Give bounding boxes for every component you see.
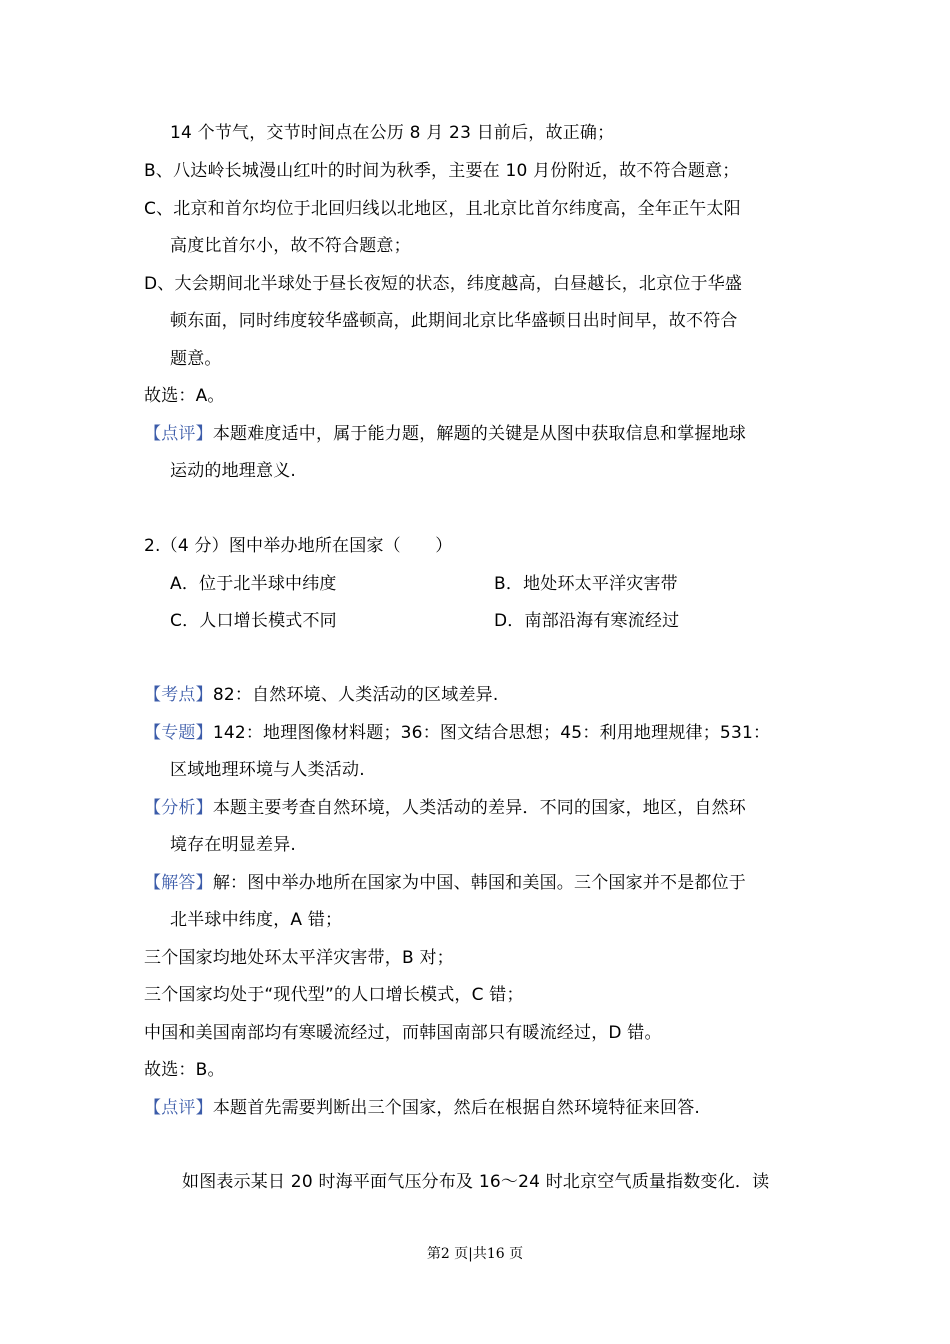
jieda-text: 解：图中举办地所在国家为中国、韩国和美国。三个国家并不是都位于 — [212, 873, 747, 893]
option-a: A．位于北半球中纬度 — [170, 574, 337, 594]
kaodian-text: 82：自然环境、人类活动的区域差异. — [212, 685, 499, 705]
review-text: 本题难度适中，属于能力题，解题的关键是从图中获取信息和掌握地球 — [212, 424, 747, 444]
option-d-explanation-cont: 顿东面，同时纬度较华盛顿高，此期间北京比华盛顿日出时间早，故不符合 — [170, 311, 738, 331]
jieda-line-c: 三个国家均处于“现代型”的人口增长模式，C 错； — [144, 985, 524, 1005]
review-text-cont: 运动的地理意义. — [170, 461, 297, 481]
option-d-explanation: D、大会期间北半球处于昼长夜短的状态，纬度越高，白昼越长，北京位于华盛 — [144, 274, 743, 294]
jieda-line-b: 三个国家均地处环太平洋灾害带，B 对； — [144, 948, 454, 968]
option-d: D．南部沿海有寒流经过 — [494, 611, 680, 631]
review-paragraph — [144, 422, 746, 446]
jieda-tag: 【解答】 — [144, 873, 213, 893]
question-2-stem: 2.（4 分）图中举办地所在国家（ ） — [144, 536, 453, 556]
fenxi-text: 本题主要考查自然环境，人类活动的差异．不同的国家，地区，自然环 — [212, 798, 747, 818]
continuation-line: 14 个节气，交节时间点在公历 8 月 23 日前后，故正确； — [170, 123, 615, 143]
fenxi-tag: 【分析】 — [144, 798, 213, 818]
page-footer: 第2 页|共16 页 — [426, 1246, 524, 1262]
zhuanti-tag: 【专题】 — [144, 723, 213, 743]
option-c-explanation-cont: 高度比首尔小，故不符合题意； — [170, 236, 411, 256]
answer-selection-2: 故选：B。 — [144, 1060, 225, 1080]
review-tag-2: 【点评】 — [144, 1098, 213, 1118]
review-text-2: 本题首先需要判断出三个国家，然后在根据自然环境特征来回答. — [212, 1098, 701, 1118]
jieda-line-d: 中国和美国南部均有寒暖流经过，而韩国南部只有暖流经过，D 错。 — [144, 1023, 662, 1043]
zhuanti-text-cont: 区域地理环境与人类活动. — [170, 760, 365, 780]
kaodian-paragraph — [144, 683, 498, 707]
option-b-explanation: B、八达岭长城漫山红叶的时间为秋季，主要在 10 月份附近，故不符合题意； — [144, 161, 740, 181]
zhuanti-text: 142：地理图像材料题；36：图文结合思想；45：利用地理规律；531： — [212, 723, 771, 743]
kaodian-tag: 【考点】 — [144, 685, 213, 705]
option-b: B．地处环太平洋灾害带 — [494, 574, 678, 594]
jieda-text-cont: 北半球中纬度，A 错； — [170, 910, 343, 930]
fenxi-text-cont: 境存在明显差异. — [170, 835, 297, 855]
zhuanti-paragraph — [144, 721, 770, 745]
review-tag: 【点评】 — [144, 424, 213, 444]
fenxi-paragraph — [144, 796, 746, 820]
jieda-paragraph — [144, 871, 746, 895]
review-paragraph-2 — [144, 1096, 700, 1120]
next-question-intro: 如图表示某日 20 时海平面气压分布及 16～24 时北京空气质量指数变化．读 — [182, 1172, 770, 1192]
option-c-explanation: C、北京和首尔均位于北回归线以北地区，且北京比首尔纬度高，全年正午太阳 — [144, 199, 741, 219]
answer-selection: 故选：A。 — [144, 386, 225, 406]
option-d-explanation-end: 题意。 — [170, 349, 222, 369]
option-c: C．人口增长模式不同 — [170, 611, 337, 631]
